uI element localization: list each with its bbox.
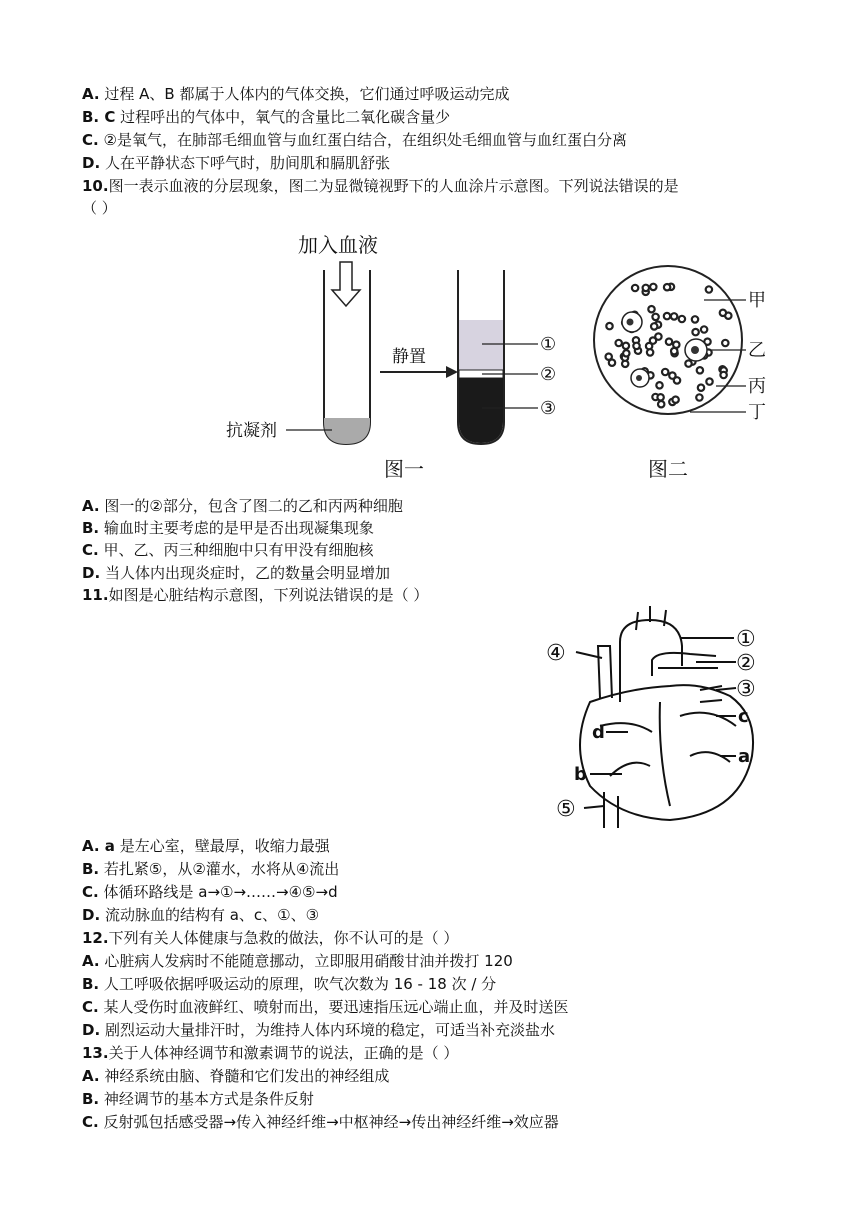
heart-label-a: a bbox=[738, 746, 751, 767]
heart-outline bbox=[580, 685, 753, 820]
red-blood-cell bbox=[664, 284, 670, 290]
red-blood-cell bbox=[671, 313, 677, 319]
red-blood-cell bbox=[685, 360, 691, 366]
red-blood-cell bbox=[706, 286, 712, 292]
q12-option-d: D. 剧烈运动大量排汗时，为维持人体内环境的稳定，可适当补充淡盐水 bbox=[82, 1021, 555, 1039]
red-blood-cell bbox=[647, 349, 653, 355]
add-blood-label: 加入血液 bbox=[298, 233, 378, 257]
red-blood-cell bbox=[720, 310, 726, 316]
red-blood-cell bbox=[651, 323, 657, 329]
red-blood-cell bbox=[656, 382, 662, 388]
label-bing: 丙 bbox=[748, 376, 766, 397]
q10-option-a: A. 图一的②部分，包含了图二的乙和丙两种细胞 bbox=[82, 497, 403, 515]
red-blood-cell bbox=[673, 342, 679, 348]
fig2-label: 图二 bbox=[648, 457, 688, 481]
heart-figure bbox=[540, 606, 780, 828]
red-blood-cell bbox=[623, 350, 629, 356]
inferior-vena-cava bbox=[604, 792, 618, 828]
red-blood-cell bbox=[696, 394, 702, 400]
red-blood-cell bbox=[633, 343, 639, 349]
label-yi: 乙 bbox=[748, 340, 766, 361]
red-blood-cell bbox=[657, 394, 663, 400]
plasma-layer bbox=[459, 320, 503, 370]
red-blood-cell bbox=[692, 329, 698, 335]
red-blood-cell bbox=[669, 372, 675, 378]
q11-option-a: A. a 是左心室，壁最厚，收缩力最强 bbox=[82, 837, 330, 855]
q11-option-d: D. 流动脉血的结构有 a、c、①、③ bbox=[82, 906, 320, 924]
q10-paren: （ ） bbox=[82, 199, 117, 217]
q10-option-d: D. 当人体内出现炎症时，乙的数量会明显增加 bbox=[82, 564, 390, 582]
red-blood-cell bbox=[652, 314, 658, 320]
q11-stem: 11.如图是心脏结构示意图，下列说法错误的是（ ） bbox=[82, 586, 429, 604]
heart-label-1: ① bbox=[736, 627, 756, 652]
red-blood-cell bbox=[679, 316, 685, 322]
q10-stem: 10.图一表示血液的分层现象，图二为显微镜视野下的人血涂片示意图。下列说法错误的是 bbox=[82, 177, 679, 195]
q12-option-c: C. 某人受伤时血液鲜红、喷射而出，要迅速指压远心端止血，并及时送医 bbox=[82, 998, 569, 1016]
heart-label-d: d bbox=[592, 722, 605, 743]
q9-option-a: A. 过程 A、B 都属于人体内的气体交换，它们通过呼吸运动完成 bbox=[82, 85, 510, 103]
q9-option-d: D. 人在平静状态下呼气时，肋间肌和膈肌舒张 bbox=[82, 154, 390, 172]
q10-option-c: C. 甲、乙、丙三种细胞中只有甲没有细胞核 bbox=[82, 541, 374, 559]
fig1-label: 图一 bbox=[384, 457, 424, 481]
red-blood-cell bbox=[701, 326, 707, 332]
q10-option-b: B. 输血时主要考虑的是甲是否出现凝集现象 bbox=[82, 519, 374, 537]
heart-label-4: ④ bbox=[546, 641, 566, 666]
red-blood-cell bbox=[643, 285, 649, 291]
anticoagulant-label: 抗凝剂 bbox=[226, 421, 277, 441]
red-blood-cell bbox=[606, 323, 612, 329]
blood-figure bbox=[220, 222, 780, 488]
layer-3-label: ③ bbox=[540, 398, 557, 419]
red-blood-cell bbox=[616, 340, 622, 346]
layer-2-label: ② bbox=[540, 364, 557, 385]
down-arrow-icon bbox=[332, 262, 360, 306]
heart-label-c: c bbox=[738, 706, 749, 727]
q9-option-c: C. ②是氧气，在肺部毛细血管与血红蛋白结合，在组织处毛细血管与血红蛋白分离 bbox=[82, 131, 627, 149]
red-blood-cell bbox=[650, 284, 656, 290]
red-blood-cell bbox=[662, 369, 668, 375]
q12-stem: 12.下列有关人体健康与急救的做法，你不认可的是（ ） bbox=[82, 929, 459, 947]
red-blood-cell bbox=[623, 343, 629, 349]
red-blood-cell bbox=[698, 385, 704, 391]
heart-label-3: ③ bbox=[736, 677, 756, 702]
heart-label-5: ⑤ bbox=[556, 797, 576, 822]
heart-label-b: b bbox=[574, 764, 587, 785]
stand-label: 静置 bbox=[392, 347, 426, 367]
red-blood-cell bbox=[648, 306, 654, 312]
red-blood-cell bbox=[697, 367, 703, 373]
q13-stem: 13.关于人体神经调节和激素调节的说法，正确的是（ ） bbox=[82, 1044, 459, 1062]
label-jia: 甲 bbox=[748, 290, 766, 311]
q9-option-b: B. C 过程呼出的气体中，氧气的含量比二氧化碳含量少 bbox=[82, 108, 451, 126]
q11-option-b: B. 若扎紧⑤，从②灌水，水将从④流出 bbox=[82, 860, 340, 878]
red-blood-cell bbox=[722, 340, 728, 346]
q12-option-a: A. 心脏病人发病时不能随意挪动，立即服用硝酸甘油并拨打 120 bbox=[82, 952, 513, 970]
q13-option-a: A. 神经系统由脑、脊髓和它们发出的神经组成 bbox=[82, 1067, 390, 1085]
red-blood-cell bbox=[632, 285, 638, 291]
red-blood-cell bbox=[706, 378, 712, 384]
red-blood-cell bbox=[658, 401, 664, 407]
red-blood-cell bbox=[606, 354, 612, 360]
label-ding: 丁 bbox=[748, 402, 766, 423]
pulmonary-artery bbox=[652, 653, 716, 676]
layer-1-label: ① bbox=[540, 334, 557, 355]
heart-label-2: ② bbox=[736, 651, 756, 676]
red-blood-cell bbox=[672, 397, 678, 403]
q13-option-b: B. 神经调节的基本方式是条件反射 bbox=[82, 1090, 314, 1108]
red-cell-layer bbox=[459, 378, 503, 443]
superior-vena-cava bbox=[598, 646, 612, 698]
red-blood-cell bbox=[692, 316, 698, 322]
q11-option-c: C. 体循环路线是 a→①→……→④⑤→d bbox=[82, 883, 338, 901]
q12-option-b: B. 人工呼吸依据呼吸运动的原理，吹气次数为 16 - 18 次 / 分 bbox=[82, 975, 497, 993]
red-blood-cell bbox=[666, 339, 672, 345]
q13-option-c: C. 反射弧包括感受器→传入神经纤维→中枢神经→传出神经纤维→效应器 bbox=[82, 1113, 559, 1131]
red-blood-cell bbox=[720, 372, 726, 378]
red-blood-cell bbox=[664, 313, 670, 319]
red-blood-cell bbox=[650, 337, 656, 343]
